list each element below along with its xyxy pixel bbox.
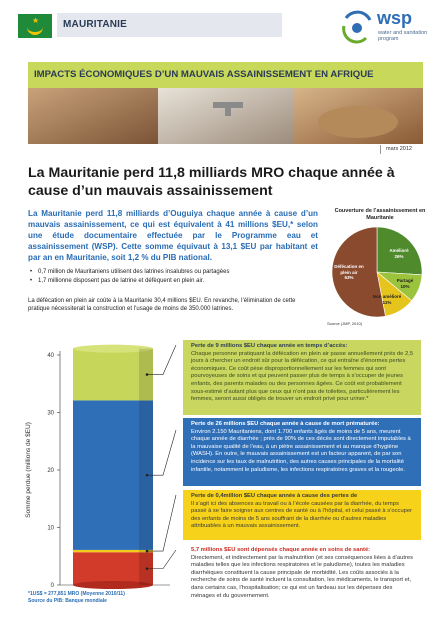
leader-dot — [146, 373, 149, 376]
banner-title-text: IMPACTS ÉCONOMIQUES D’UN MAUVAIS ASSAINISSEMENT EN AFRIQUE — [34, 69, 374, 80]
wsp-logo-word: wsp — [377, 8, 413, 28]
pie-slice-value: 10% — [400, 283, 410, 289]
date-divider — [380, 145, 381, 154]
gdp-source-note: Source du PIB: Banque mondiale — [28, 598, 107, 604]
y-tick-label: 40 — [47, 353, 54, 359]
mauritania-flag — [18, 14, 52, 38]
health-care-text: Directement, et indirectement par la malnutrition (et ses conséquences liées à d’autres maladies telles que les infections respiratoires et le paludisme), toutes les maladies diarrhéiques constituent la cause principale de morbidité. Les coûts associés à la recherche de soins de santé incluent la consultation, les médicaments, le transport et, dans certains cas, l’hospitalisation; ce qui est un fardeau sur les dépenses des ménages et du gouvernement. — [191, 554, 414, 599]
pie-slice-name: Amélioré — [389, 248, 409, 253]
leader-dot — [146, 474, 149, 477]
photo-hands — [28, 88, 158, 144]
health-care-box — [183, 544, 421, 606]
productivity-text: Il s’agit ici des absences au travail ou à l’école causées par la diarrhée, du temps passé à se faire soigner aux centres de santé ou à l’hôpital, et celui passé à s’occuper des enfants de moins de 5 ans souffrant de la diarrhée ou d’autres maladies attribuables à un mauvais assainissement. — [191, 500, 413, 530]
y-tick-label: 0 — [50, 583, 54, 589]
pie-slice-name: Non amélioré — [372, 294, 402, 299]
leader-dot — [146, 550, 149, 553]
pie-slice-value: 11% — [382, 299, 392, 305]
country-tab — [57, 13, 282, 37]
pie-title: Couverture de l’assainissement en Mauritanie — [334, 208, 426, 221]
access-time-title: Perte de 9 millions $EU chaque année en temps d’accès: — [191, 343, 348, 349]
pie-source: Source (JMP, 2010) — [327, 321, 363, 326]
y-axis-label: Somme perdue (millions de $EU) — [25, 422, 32, 518]
pie-slice-name: Défécation en plein air — [334, 264, 364, 275]
exchange-rate-note: *1US$ = 277,851 MRO (Moyenne 2010/11) — [28, 591, 125, 597]
star-icon: ★ — [32, 16, 40, 25]
bullet-item: • 1,7 millionne disposent pas de latrine et défèquent en plein air. — [28, 277, 318, 286]
access-time-text: Chaque personne pratiquant la défécation en plein air passe annuellement près de 2,5 jours à chercher un endroit sûr pour la défécation, ce qui entraîne d’énormes pertes économiques. Ce coût pèse disproportionnellement sur les femmes qui sont pourvoyeuses de soins et qui peuvent passer plus de temps à s’occuper de jeunes enfants, des parents malades ou des personnes âgées. Ce coût est probablement sous-estimé d’autant plus que ceux qui n’ont pas de toilettes, particulièrement les femmes, seront aussi obligés de trouver un endroit privé pour uriner.* — [191, 350, 414, 403]
pie-slice-label — [379, 248, 419, 259]
premature-death-box — [183, 418, 421, 486]
banner-title — [28, 62, 423, 88]
access-time-box — [183, 340, 421, 415]
leader-dot — [146, 567, 149, 570]
y-tick-label: 30 — [47, 410, 54, 417]
bullet-list — [28, 268, 318, 286]
wsp-logo-icon — [340, 10, 374, 44]
wsp-logo-subtitle: water and sanitation program — [378, 30, 428, 42]
publication-date: mars 2012 — [386, 146, 412, 152]
pie-slice-name: Partagé — [396, 278, 414, 283]
pie-slice-label — [329, 264, 369, 281]
headline: La Mauritanie perd 11,8 milliards MRO chaque année à cause d’un mauvais assainissement — [28, 165, 395, 199]
bullet-item: • 0,7 million de Mauritaniens utilisent des latrines insalubres ou partagées — [28, 268, 318, 277]
wsp-logo — [340, 10, 436, 52]
pie-slice-label — [367, 294, 407, 305]
y-tick-label: 20 — [47, 468, 54, 474]
country-name: MAURITANIE — [63, 19, 128, 30]
pie-slice-value: 26% — [394, 253, 404, 259]
photo-strip — [28, 88, 423, 144]
loss-stacked-bar-chart — [18, 335, 178, 610]
lead-paragraph: La Mauritanie perd 11,8 milliards d’Ouguiya chaque année à cause d’un mauvais assainissement, ce qui est équivalent à 41 millions $EU,* selon une étude documentaire effectuée par le Programme eau et assainissement (WSP). Cette somme équivaut à 13,1 $EU par habitant et par an en Mauritanie, soit 1,2 % du PIB national. — [28, 209, 318, 263]
basin-shape — [318, 106, 398, 138]
bar-shading — [139, 349, 153, 585]
pie-slice-value: 53% — [344, 275, 354, 280]
premature-death-title: Perte de 26 millions $EU chaque année à cause de mort prématurée: — [191, 421, 380, 427]
footnotes — [28, 591, 125, 605]
productivity-box — [183, 490, 421, 540]
y-tick-label: 10 — [47, 525, 54, 532]
pie-slice-label — [385, 278, 425, 289]
defecation-paragraph: La défécation en plein air coûte à la Mauritanie 30,4 millions $EU. En revanche, l’élimination de cette pratique nécessiterait la construction et l’usage de moins de 350.000 latrines. — [28, 298, 296, 312]
productivity-title: Perte de 0,4million $EU chaque année à cause des pertes de — [191, 493, 358, 499]
health-care-title: 5,7 millions $EU sont dépensés chaque année en soins de santé: — [191, 547, 371, 553]
premature-death-text: Environ 2.150 Mauritaniens, dont 1.700 enfants âgés de moins de 5 ans, meurent chaque année de diarrhée ; près de 90% de ces décès sont directement imputables à la mauvaise qualité de l’eau, à un piètre assainissement et au manque d’hygiène (WASH). En outre, le mauvais assainissement est un facteur apparent, de par son incidence sur les taux de malnutrition, des autres causes principales de la mortalité infantile, notamment le paludisme, les infections respiratoires graves et la rougeole. — [191, 428, 411, 473]
